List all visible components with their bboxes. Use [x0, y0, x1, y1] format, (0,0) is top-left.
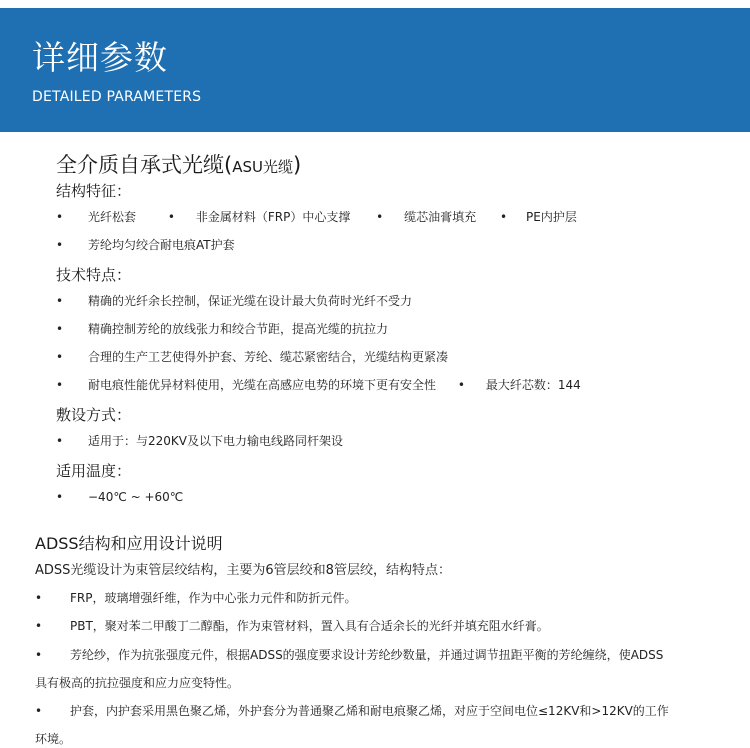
adss-item-text: 芳纶纱，作为抗张强度元件，根据ADSS的强度要求设计芳纶纱数量，并通过调节扭距平衡的芳纶缠绕，使ADSS — [70, 648, 664, 662]
technical-heading: 技术特点： — [56, 266, 132, 284]
bullet: • — [35, 704, 43, 718]
adss-item — [35, 618, 549, 634]
header-banner — [0, 8, 750, 132]
product-title-tag: ASU光缆 — [232, 158, 293, 176]
adss-intro: ADSS光缆设计为束管层绞结构，主要为6管层绞和8管层绞，结构特点： — [35, 563, 451, 578]
bullet: • — [56, 238, 64, 252]
adss-item — [35, 590, 356, 606]
temperature-range: −40℃ ~ +60℃ — [88, 490, 184, 504]
bullet: • — [56, 490, 64, 504]
bullet: • — [500, 210, 508, 224]
structure-row-2 — [56, 237, 235, 253]
adss-item-continuation: 具有极高的抗拉强度和应力应变特性。 — [35, 676, 240, 690]
adss-item-text: 护套，内护套采用黑色聚乙烯，外护套分为普通聚乙烯和耐电痕聚乙烯，对应于空间电位≤12KV和>12KV的工作 — [70, 704, 669, 718]
laying-item — [56, 433, 343, 449]
technical-item-text: 精确的光纤余长控制，保证光缆在设计最大负荷时光纤不受力 — [88, 294, 413, 308]
banner-title: 详细参数 — [32, 38, 168, 77]
bullet: • — [35, 648, 43, 662]
structure-row-1 — [56, 209, 577, 225]
bullet: • — [56, 350, 64, 364]
laying-heading: 敷设方式： — [56, 406, 132, 424]
technical-item — [56, 321, 388, 337]
structure-item: 缆芯油膏填充 — [404, 210, 477, 224]
laying-item-text: 适用于：与220KV及以下电力输电线路同杆架设 — [88, 434, 343, 448]
bullet: • — [376, 210, 384, 224]
technical-item — [56, 293, 412, 309]
structure-item: 非金属材料（FRP）中心支撑 — [195, 210, 351, 224]
adss-item-continuation: 环境。 — [35, 732, 72, 746]
product-title — [56, 152, 301, 180]
bullet: • — [56, 434, 64, 448]
bullet: • — [56, 322, 64, 336]
product-title-end: ) — [292, 153, 302, 177]
technical-item-text: 耐电痕性能优异材料使用，光缆在高感应电势的环境下更有安全性 — [88, 378, 437, 392]
bullet: • — [167, 210, 175, 224]
structure-heading: 结构特征： — [56, 182, 132, 200]
structure-item: PE内护层 — [526, 210, 577, 224]
adss-item — [35, 703, 669, 719]
bullet: • — [35, 591, 43, 605]
adss-item — [35, 647, 663, 663]
technical-item — [56, 377, 581, 393]
product-title-main: 全介质自承式光缆( — [56, 153, 233, 177]
technical-item-text: 精确控制芳纶的放线张力和绞合节距，提高光缆的抗拉力 — [88, 322, 389, 336]
max-fiber-count: 最大纤芯数：144 — [485, 378, 581, 392]
temperature-heading: 适用温度： — [56, 462, 132, 480]
structure-item: 光纤松套 — [88, 210, 137, 224]
adss-item-text: FRP，玻璃增强纤维，作为中心张力元件和防折元件。 — [70, 591, 357, 605]
technical-item — [56, 349, 448, 365]
bullet: • — [457, 378, 465, 392]
adss-item-text: PBT，聚对苯二甲酸丁二醇酯，作为束管材料，置入具有合适余长的光纤并填充阻水纤膏。 — [70, 619, 549, 633]
technical-item-text: 合理的生产工艺使得外护套、芳纶、缆芯紧密结合，光缆结构更紧凑 — [88, 350, 449, 364]
structure-item: 芳纶均匀绞合耐电痕AT护套 — [88, 238, 235, 252]
bullet: • — [56, 378, 64, 392]
bullet: • — [35, 619, 43, 633]
temperature-item — [56, 489, 183, 505]
banner-subtitle: DETAILED PARAMETERS — [32, 89, 202, 105]
adss-heading: ADSS结构和应用设计说明 — [35, 534, 223, 553]
bullet: • — [56, 210, 64, 224]
bullet: • — [56, 294, 64, 308]
